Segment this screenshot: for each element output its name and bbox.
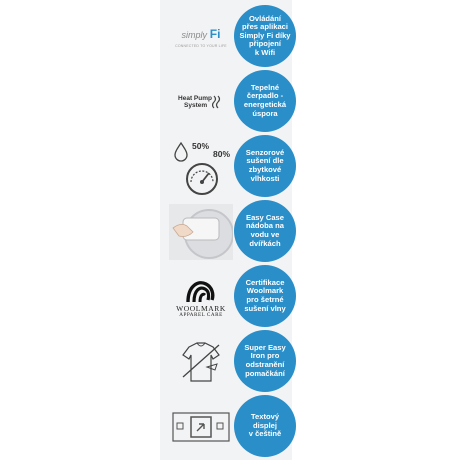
water-container-icon <box>164 199 238 265</box>
badge-line: energetická <box>243 100 287 109</box>
feature-badge <box>234 5 296 67</box>
badge-line: pro šetrné <box>246 295 284 304</box>
brand-script: simply <box>181 29 208 40</box>
badge-line: nádoba na <box>246 221 284 231</box>
wave-icon <box>212 94 224 110</box>
text-display-icon <box>164 394 238 460</box>
feature-row-easy-case <box>160 199 292 265</box>
feature-badge <box>234 395 296 457</box>
badge-line: sušení vlny <box>244 303 286 313</box>
badge-line: pomačkání <box>245 368 285 378</box>
feature-row-easy-iron <box>160 329 292 395</box>
badge-line: Easy Case <box>246 212 284 222</box>
badge-line: v češtině <box>248 429 282 439</box>
brand-tagline: CONNECTED TO YOUR LIFE <box>175 43 227 48</box>
heat-pump-icon <box>164 69 238 135</box>
humidity-80: 80% <box>213 149 231 159</box>
badge-line: Iron pro <box>250 351 280 361</box>
badge-line: čerpadlo - <box>246 91 284 101</box>
woolmark-name: WOOLMARK <box>176 304 226 313</box>
feature-row-sensor <box>160 134 292 200</box>
badge-line: Super Easy <box>244 342 286 352</box>
badge-line: Textový <box>250 412 280 422</box>
badge-line: vlhkosti <box>250 173 280 183</box>
feature-panel <box>160 0 292 460</box>
feature-badge <box>234 70 296 132</box>
badge-line: sušení dle <box>246 156 284 166</box>
woolmark-logo-icon <box>164 264 238 330</box>
badge-line: Simply Fi díky <box>239 30 291 40</box>
badge-line: vodu ve <box>250 230 280 239</box>
heat-pump-label: System <box>184 102 208 109</box>
feature-row-display <box>160 394 292 460</box>
badge-line: Tepelné <box>250 82 280 92</box>
badge-line: Certifikace <box>245 277 285 287</box>
badge-line: Senzorové <box>245 147 285 157</box>
badge-line: displej <box>252 420 278 430</box>
shirt-iron-icon <box>164 329 238 395</box>
badge-line: dvířkách <box>249 238 281 248</box>
badge-line: připojení <box>248 39 282 49</box>
feature-badge <box>234 265 296 327</box>
badge-line: k Wifi <box>254 47 276 57</box>
humidity-50: 50% <box>192 141 210 151</box>
woolmark-sub: APPAREL CARE <box>179 312 223 318</box>
feature-badge <box>234 200 296 262</box>
brand-mark: Fi <box>209 26 221 41</box>
badge-line: Woolmark <box>246 286 284 296</box>
feature-badge <box>234 330 296 392</box>
badge-line: úspora <box>252 108 278 118</box>
wifi-app-logo-icon <box>164 4 238 70</box>
feature-row-heat-pump <box>160 69 292 135</box>
feature-row-woolmark <box>160 264 292 330</box>
humidity-gauge-icon <box>164 134 238 200</box>
badge-line: zbytkové <box>248 165 282 174</box>
badge-line: Ovládání <box>248 13 282 23</box>
badge-line: odstranění <box>245 360 285 369</box>
heat-pump-label: Heat Pump <box>178 95 212 102</box>
feature-badge <box>234 135 296 197</box>
badge-line: přes aplikaci <box>241 22 288 32</box>
feature-row-simply-fi <box>160 4 292 70</box>
